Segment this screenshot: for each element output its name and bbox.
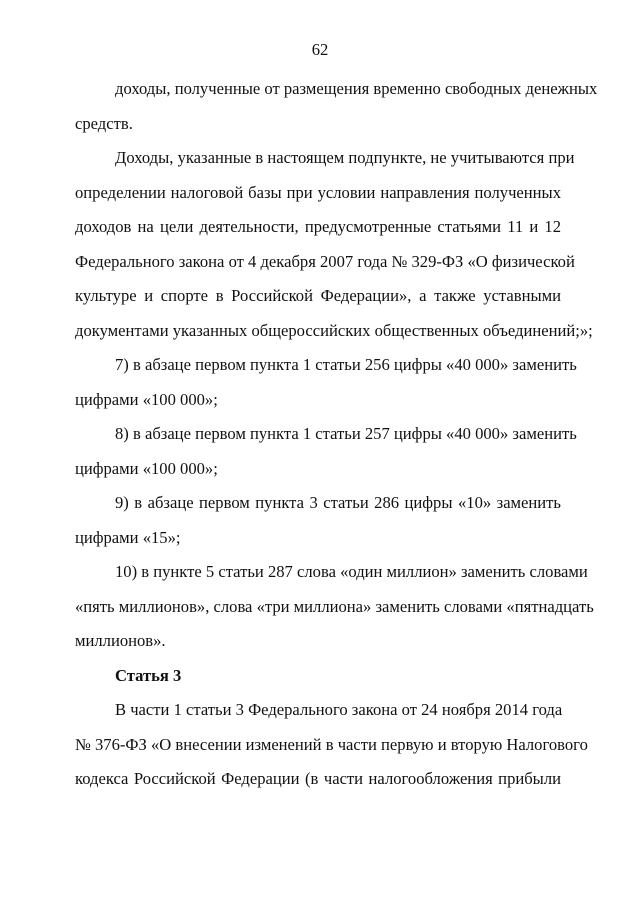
document-body [75,72,598,797]
text-line: Доходы, указанные в настоящем подпункте, не учитываются при [115,148,575,167]
text-line: Федерального закона от 4 декабря 2007 года № 329-ФЗ «О физической [75,251,575,271]
text-line: 9) в абзаце первом пункта 3 статьи 286 цифры «10» заменить [115,493,561,512]
text-line: В части 1 статьи 3 Федерального закона от 24 ноября 2014 года [115,700,563,719]
text-line: определении налоговой базы при условии направления полученных [75,182,561,202]
text-line: 10) в пункте 5 статьи 287 слова «один миллион» заменить словами [115,562,588,581]
text-line: доходы, полученные от размещения временно свободных денежных [115,79,598,98]
page-number: 62 [311,40,329,59]
text-line: миллионов». [75,631,166,650]
text-line: цифрами «100 000»; [75,458,218,478]
text-line: № 376-ФЗ «О внесении изменений в части первую и вторую Налогового [75,734,588,754]
text-line: кодекса Российской Федерации (в части налогообложения прибыли [75,769,561,788]
text-line: средств. [75,113,133,133]
text-line: 8) в абзаце первом пункта 1 статьи 257 цифры «40 000» заменить [115,424,577,443]
text-line: доходов на цели деятельности, предусмотренные статьями 11 и 12 [75,217,561,236]
text-line: культуре и спорте в Российской Федерации», а также уставными [75,286,561,305]
text-line: документами указанных общероссийских общественных объединений;»; [75,320,593,340]
text-line: «пять миллионов», слова «три миллиона» заменить словами «пятнадцать [75,596,594,616]
text-line: цифрами «100 000»; [75,389,218,409]
text-line: 7) в абзаце первом пункта 1 статьи 256 цифры «40 000» заменить [115,355,577,374]
article-heading: Статья 3 [115,665,182,685]
text-line: цифрами «15»; [75,527,181,547]
